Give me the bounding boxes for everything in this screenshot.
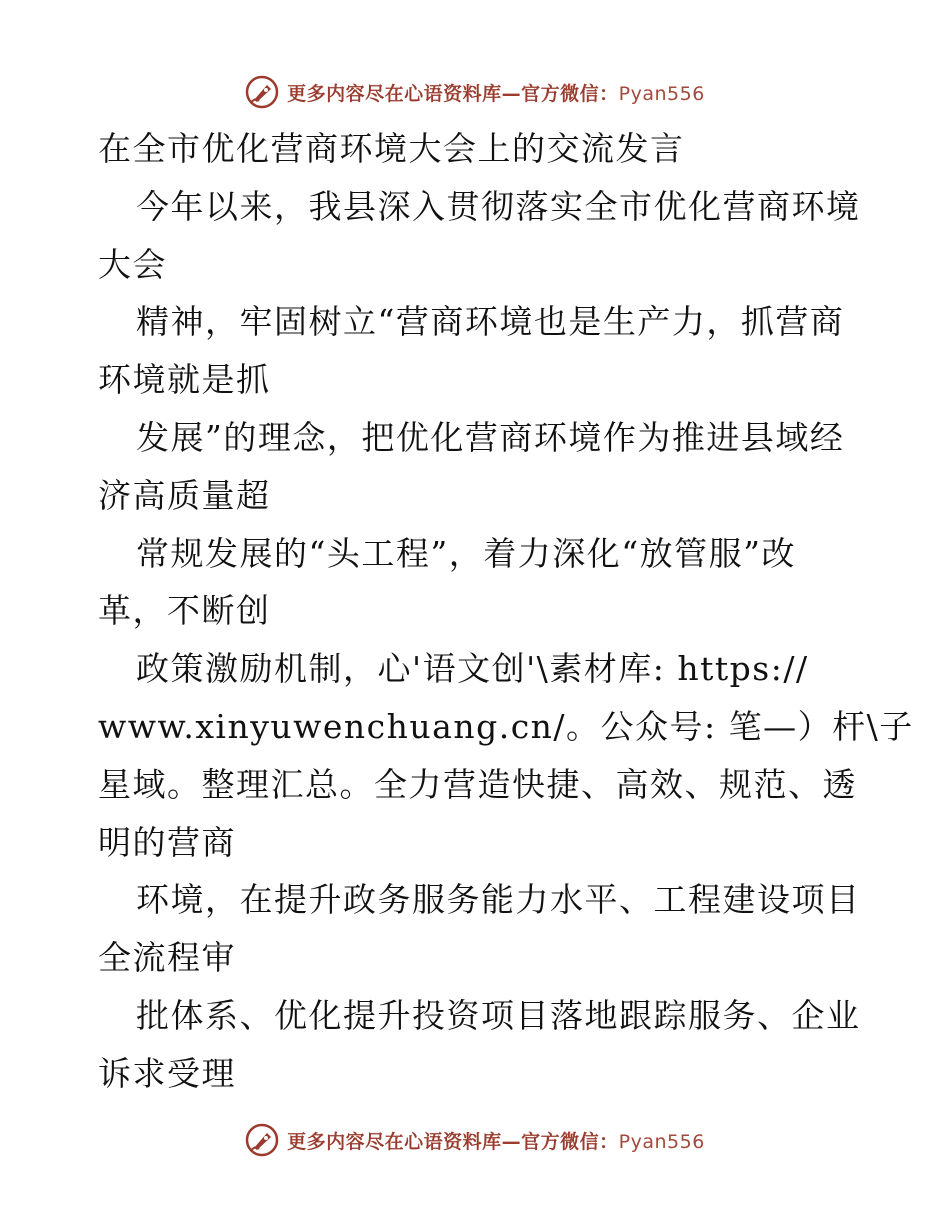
paragraph-line: 革，不断创 <box>98 591 271 631</box>
footer-banner-text <box>287 1127 705 1154</box>
header-banner-text <box>287 79 705 106</box>
paragraph-line: 大会 <box>98 244 167 284</box>
paragraph-line: 全流程审 <box>98 938 236 978</box>
header-wechat-id: Pyan556 <box>618 82 705 105</box>
paragraph-line: 今年以来，我县深入贯彻落实全市优化营商环境 <box>136 186 861 226</box>
paragraph-line: 精神，牢固树立“营商环境也是生产力，抓营商 <box>136 302 845 342</box>
paragraph-line: 济高质量超 <box>98 475 271 515</box>
footer-wechat-id: Pyan556 <box>618 1130 705 1153</box>
paragraph-line: 常规发展的“头工程”，着力深化“放管服”改 <box>136 533 796 573</box>
paragraph-line: 星域。整理汇总。全力营造快捷、高效、规范、透 <box>98 764 857 804</box>
document-title: 在全市优化营商环境大会上的交流发言 <box>98 129 685 168</box>
paragraph-line: 发展”的理念，把优化营商环境作为推进县域经 <box>136 417 845 457</box>
paragraph-line: 诉求受理 <box>98 1053 236 1093</box>
paragraph-line: 环境，在提升政务服务能力水平、工程建设项目 <box>136 880 861 920</box>
pen-nib-logo-icon <box>245 1123 279 1157</box>
header-banner <box>0 72 950 112</box>
footer-banner <box>0 1120 950 1160</box>
pen-nib-logo-icon <box>245 75 279 109</box>
paragraph-line: 政策激励机制，心'语文创'\素材库: https:// <box>136 649 809 689</box>
document-body <box>98 120 914 1103</box>
paragraph-line: 批体系、优化提升投资项目落地跟踪服务、企业 <box>136 995 861 1035</box>
header-banner-label: 更多内容尽在心语资料库—官方微信： <box>287 82 619 105</box>
paragraph-line: 环境就是抓 <box>98 360 271 400</box>
footer-banner-label: 更多内容尽在心语资料库—官方微信： <box>287 1130 619 1153</box>
paragraph-line: www.xinyuwenchuang.cn/。公众号: 笔—）杆\子 <box>98 706 914 746</box>
paragraph-line: 明的营商 <box>98 822 236 862</box>
